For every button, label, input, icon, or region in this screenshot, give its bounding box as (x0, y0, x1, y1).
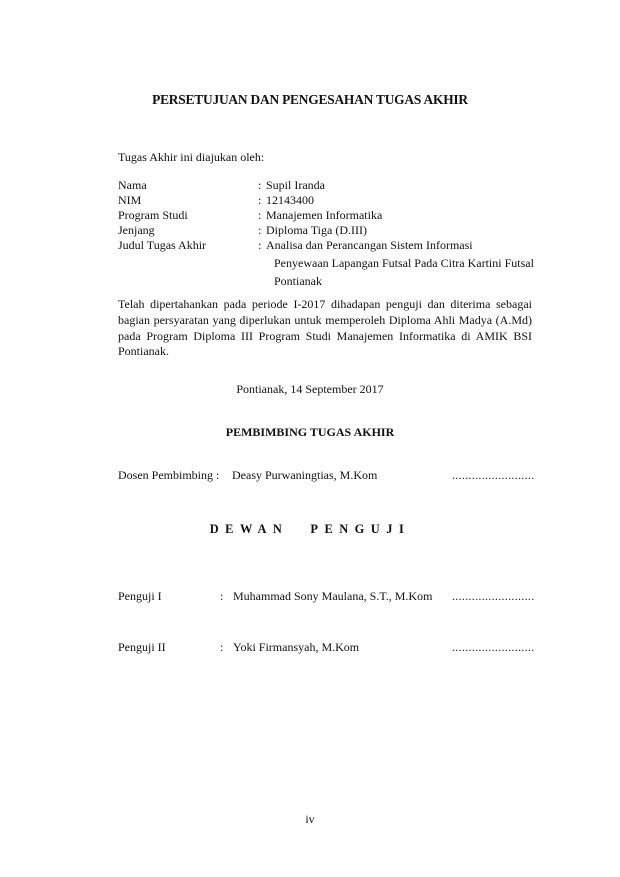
penguji-2-label: Penguji II (118, 640, 166, 654)
field-value-nim: 12143400 (266, 193, 314, 207)
field-value-nama: Supil Iranda (266, 178, 325, 192)
pembimbing-label: Dosen Pembimbing : (118, 468, 220, 482)
document-title: PERSETUJUAN DAN PENGESAHAN TUGAS AKHIR (152, 92, 468, 107)
field-value-judul-line-1: Analisa dan Perancangan Sistem Informasi (266, 238, 473, 252)
field-colon: : (258, 178, 262, 192)
field-colon: : (258, 193, 262, 207)
field-label-judul: Judul Tugas Akhir (118, 238, 207, 252)
penguji-2-signature-line: ......................... (452, 640, 535, 654)
penguji-2-name: Yoki Firmansyah, M.Kom (233, 640, 360, 654)
field-label-jenjang: Jenjang (118, 223, 155, 237)
page-number: iv (305, 812, 315, 826)
field-value-judul-line-3: Pontianak (274, 274, 322, 288)
penguji-2-colon: : (220, 640, 224, 654)
field-value-program-studi: Manajemen Informatika (266, 208, 383, 222)
field-value-jenjang: Diploma Tiga (D.III) (266, 223, 367, 237)
field-label-program-studi: Program Studi (118, 208, 188, 222)
penguji-word: PENGUJI (310, 522, 411, 536)
pembimbing-heading: PEMBIMBING TUGAS AKHIR (225, 425, 395, 439)
dewan-word: DEWAN (209, 522, 289, 536)
intro-text: Tugas Akhir ini diajukan oleh: (118, 150, 265, 164)
field-colon: : (258, 238, 262, 252)
field-label-nim: NIM (118, 193, 142, 207)
penguji-1-label: Penguji I (118, 589, 162, 603)
field-label-nama: Nama (118, 178, 147, 192)
penguji-1-signature-line: ......................... (452, 589, 535, 603)
field-value-judul-line-2: Penyewaan Lapangan Futsal Pada Citra Kartini Futsal (274, 256, 534, 270)
dewan-penguji-heading (0, 522, 620, 537)
pembimbing-signature-line: ......................... (452, 468, 535, 482)
penguji-1-name: Muhammad Sony Maulana, S.T., M.Kom (233, 589, 433, 603)
field-colon: : (258, 223, 262, 237)
field-colon: : (258, 208, 262, 222)
penguji-1-colon: : (220, 589, 224, 603)
approval-paragraph: Telah dipertahankan pada periode I-2017 dihadapan penguji dan diterima sebagai bagian persyaratan yang diperlukan untuk memperoleh Diploma Ahli Madya (A.Md) pada Program Diploma III Program Studi Manajemen Informatika di AMIK BSI Pontianak. (118, 297, 532, 359)
pembimbing-name: Deasy Purwaningtias, M.Kom (232, 468, 378, 482)
place-date: Pontianak, 14 September 2017 (236, 382, 384, 396)
